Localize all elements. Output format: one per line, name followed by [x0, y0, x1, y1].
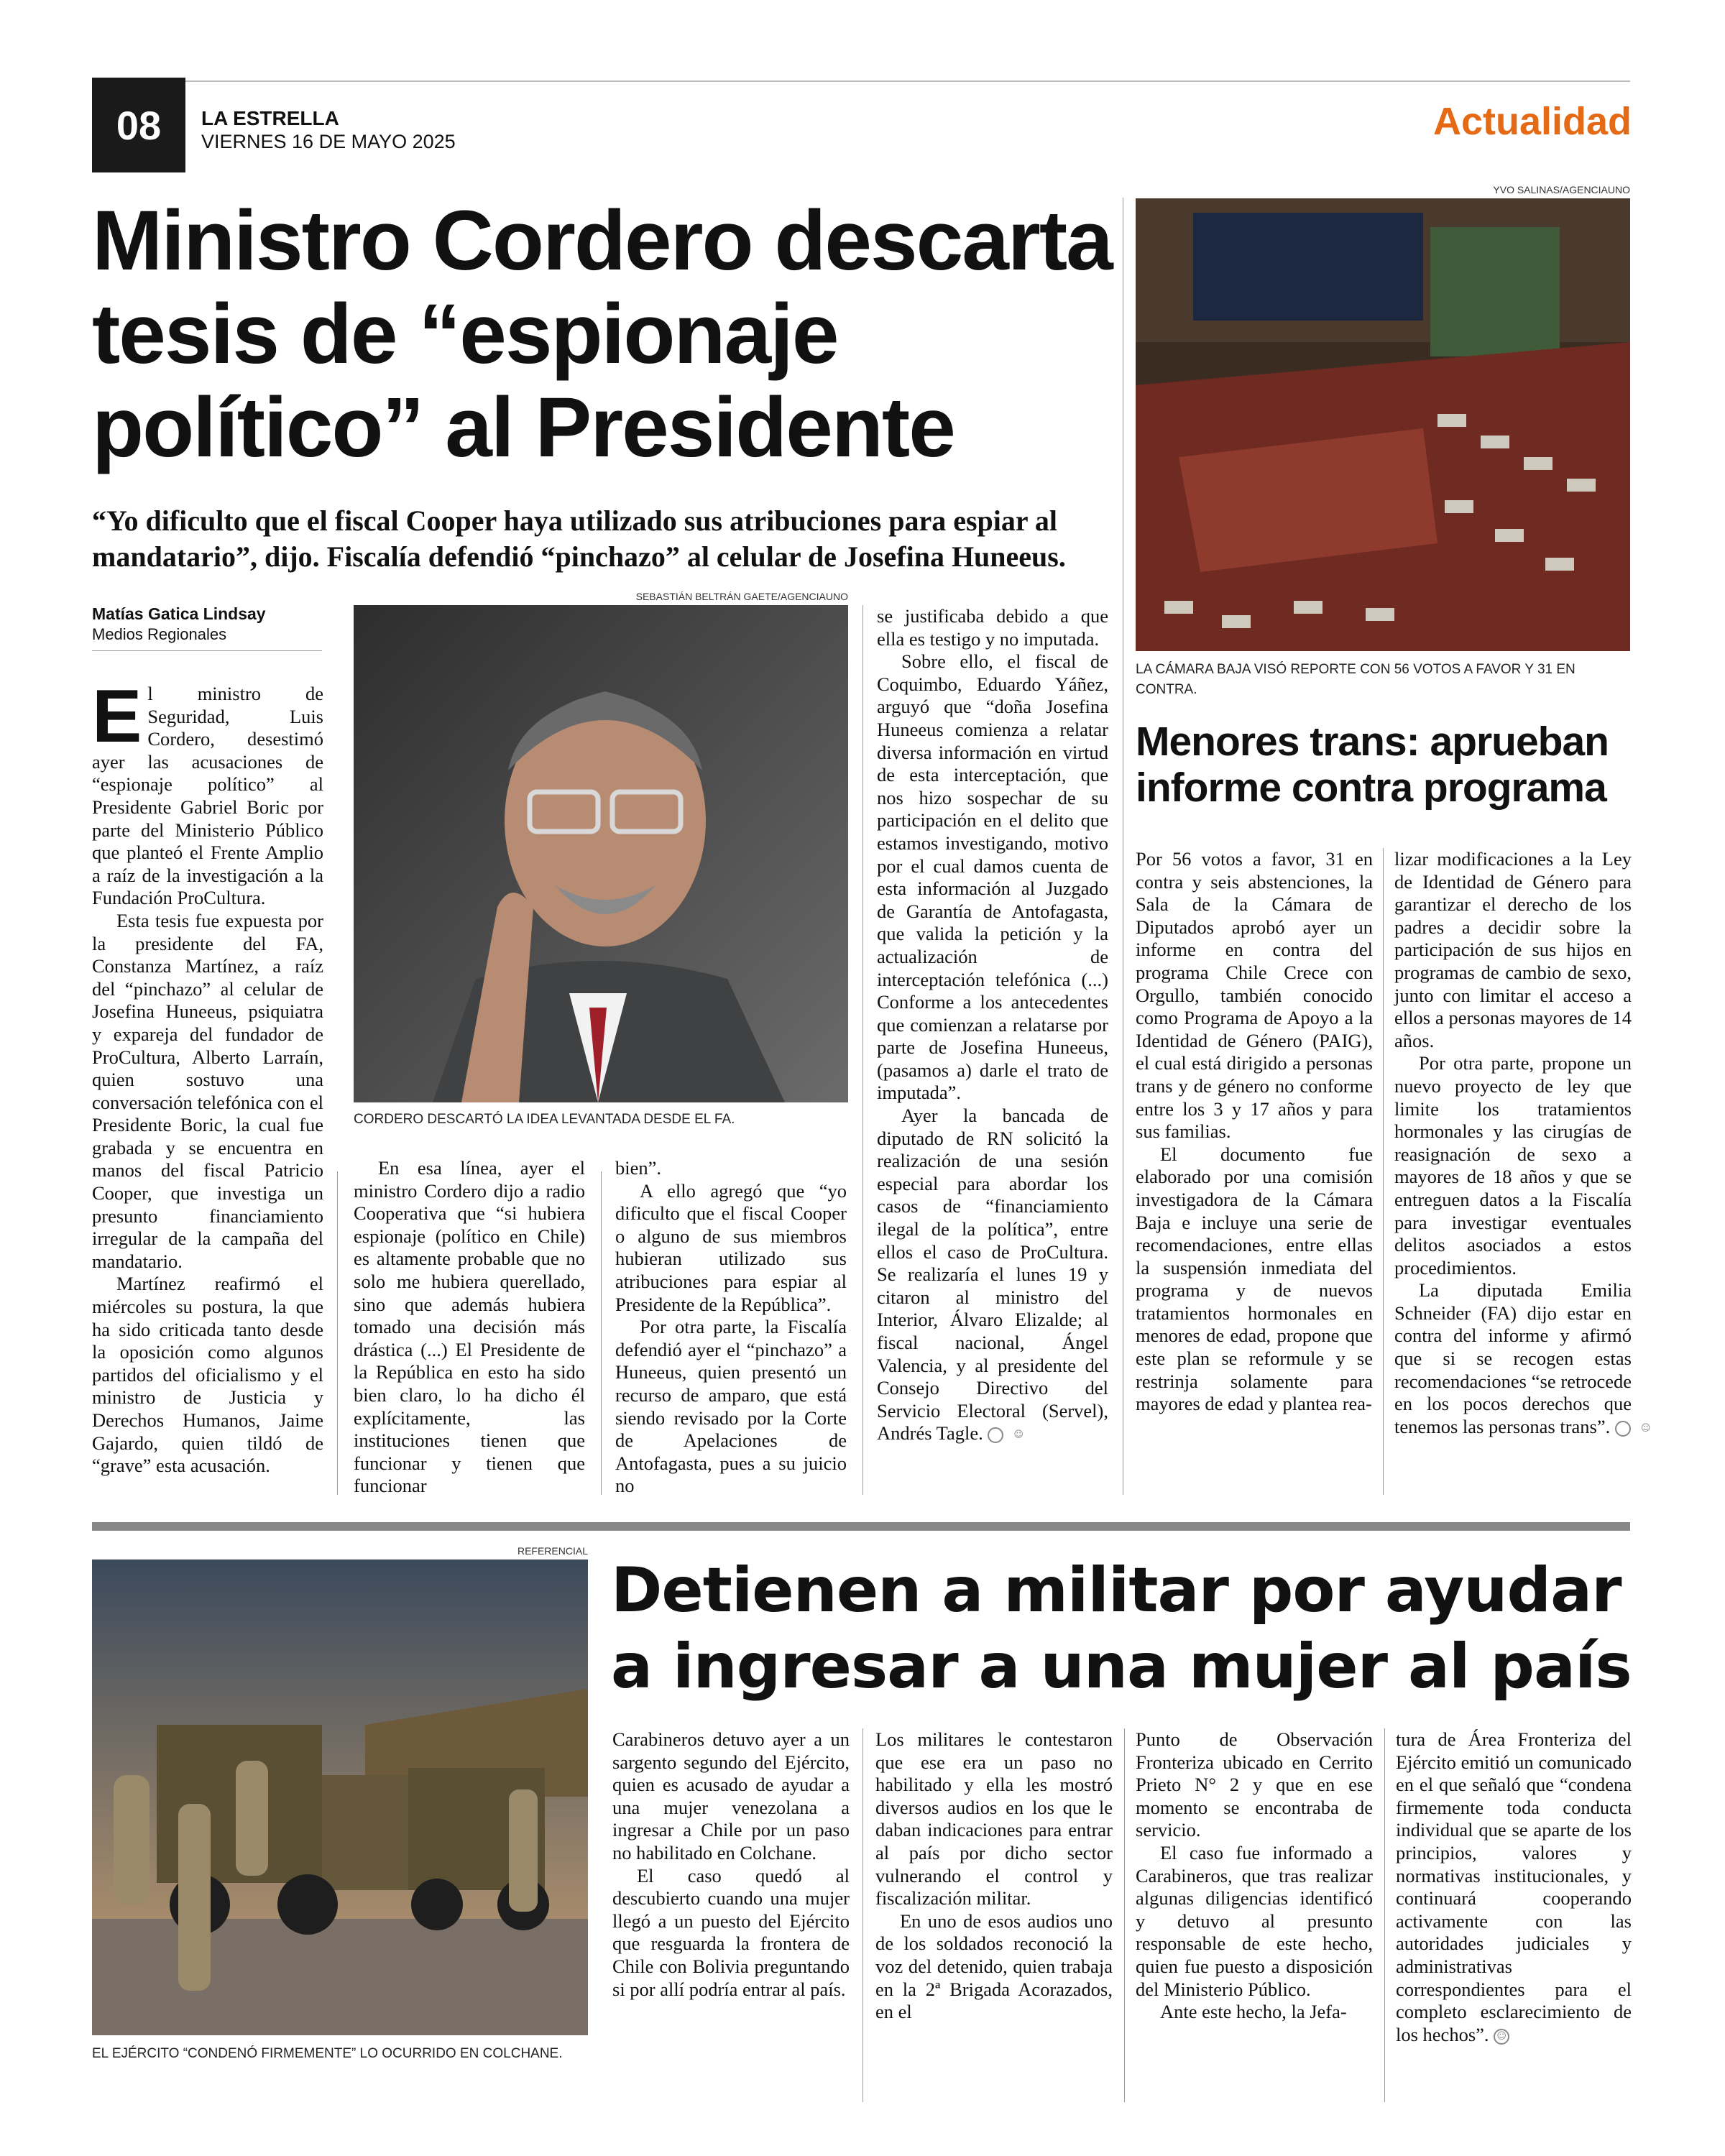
column-rule — [601, 1171, 602, 1495]
paragraph: Por otra parte, la Fiscalía defendió ayer el “pinchazo” a Huneeus, quien presentó un recurso de amparo, que está siendo revisado por la Corte de Apelaciones de Antofagasta, pues a su juicio no — [615, 1316, 847, 1497]
main-column-4 — [877, 605, 1108, 1445]
drop-cap: E — [92, 675, 142, 758]
paragraph: Esta tesis fue expuesta por la presidente del FA, Constanza Martínez, a raíz del “pinchazo” al celular de Josefina Huneeus, psiquiatra y expareja del fundador de ProCultura, Alberto Larraín, quien sostuvo una conversación telefónica con el Presidente Boric, la cual fue grabada y se encuentra en manos del fiscal Patricio Cooper, que investiga un presunto financiamiento irregular de la campaña del mandatario. — [92, 909, 323, 1272]
side-photo-credit: YVO SALINAS/AGENCIAUNO — [1493, 184, 1630, 195]
column-rule — [862, 605, 863, 1495]
paragraph: Los militares le contestaron que ese era un paso no habilitado y ella les mostró diversos audios en los que le daban indicaciones para entrar al país por dicho sector vulnerando el control y fiscalización militar. — [875, 1728, 1113, 1909]
paragraph: El ministro de Seguridad, Luis Cordero, desestimó ayer las acusaciones de “espionaje político” al Presidente Gabriel Boric por parte del Ministerio Público que planteó el Frente Amplio a raíz de la investigación a la Fundación ProCultura. — [92, 675, 323, 909]
paragraph: Por 56 votos a favor, 31 en contra y seis abstenciones, la Sala de la Cámara de Diputados aprobó ayer un informe en contra del programa Chile Crece con Orgullo, también conocido como Programa de Apoyo a la Identidad de Género (PAIG), el cual está dirigido a personas trans y de género no conforme entre los 3 y 17 años y para sus familias. — [1136, 848, 1373, 1143]
paragraph: En esa línea, ayer el ministro Cordero dijo a radio Cooperativa que “si hubiera espionaje (político en Chile) es altamente probable que no solo me hubiera querellado, sino que además hubiera tomado una decisión más drástica (...) El Presidente de la República en esto ha sido bien claro, lo ha dicho él explícitamente, las instituciones tienen que funcionar y tienen que funcionar — [354, 1157, 585, 1497]
main-column-1 — [92, 675, 323, 1478]
paragraph: Ayer la bancada de diputado de RN solicitó la realización de una sesión especial para abordar los casos de “financiamiento ilegal de la política”, entre ellos el caso de ProCultura. Se realizaría el lunes 19 y citaron al ministro del Interior, Álvaro Elizalde; al fiscal nacional, Ángel Valencia, y al presidente del Consejo Directivo del Servicio Electoral (Servel), Andrés Tagle. ☺ — [877, 1105, 1108, 1445]
bottom-column-2 — [875, 1728, 1113, 2024]
paragraph: Punto de Observación Fronteriza ubicado en Cerrito Prieto N° 2 y que en ese momento se encontraba de servicio. — [1136, 1728, 1373, 1841]
author-name: Matías Gatica Lindsay — [92, 604, 266, 623]
paragraph: se justificaba debido a que ella es testigo y no imputada. — [877, 605, 1108, 650]
bottom-column-4 — [1396, 1728, 1632, 2046]
paragraph: El documento fue elaborado por una comisión investigadora de la Cámara Baja e incluye una serie de recomendaciones, entre ellas la suspensión inmediata del programa y de nuevos tratamientos hormonales en menores de edad, propone que este plan se reformule y se restrinja solamente para mayores de edad y plantea rea- — [1136, 1143, 1373, 1415]
paragraph: El caso fue informado a Carabineros, que tras realizar algunas diligencias identificó y detuvo al presunto responsable de este hecho, quien fue puesto a disposición del Ministerio Público. — [1136, 1841, 1373, 2000]
main-column-2 — [354, 1157, 585, 1498]
paragraph: Por otra parte, propone un nuevo proyecto de ley que limite los tratamientos hormonales y las cirugías de reasignación de sexo a mayores de 18 años y que se entreguen datos a la Fiscalía para investigar eventuales delitos asociados a estos procedimientos. — [1394, 1052, 1632, 1279]
paragraph: tura de Área Fronteriza del Ejército emitió un comunicado en el que señaló que “condena firmemente toda conducta individual que se aparte de los principios, valores y normativas institucionales, y continuará cooperando activamente con las autoridades judiciales y administrativas correspondientes para el completo esclarecimiento de los hechos”. ☺ — [1396, 1728, 1632, 2045]
byline-rule — [92, 650, 322, 651]
paragraph: bien”. — [615, 1157, 662, 1179]
bottom-photo-credit: REFERENCIAL — [517, 1545, 588, 1557]
main-column-3 — [615, 1157, 847, 1498]
section-label: Actualidad — [1432, 100, 1632, 143]
bottom-photo-caption: EL EJÉRCITO “CONDENÓ FIRMEMENTE” LO OCURRIDO EN COLCHANE. — [92, 2046, 563, 2061]
photo-caption: CORDERO DESCARTÓ LA IDEA LEVANTADA DESDE EL FA. — [354, 1112, 735, 1127]
paragraph: Martínez reafirmó el miércoles su postura, la que ha sido criticada tanto desde la oposición como algunos partidos del oficialismo y el ministro de Justicia y Derechos Humanos, Jaime Gajardo, quien tildó de “grave” esta acusación. — [92, 1273, 323, 1477]
bottom-column-3 — [1136, 1728, 1373, 2024]
paragraph: Carabineros detuvo ayer a un sargento segundo del Ejército, quien es acusado de ayudar a una mujer venezolana a ingresar a Chile por un paso no habilitado en Colchane. — [612, 1728, 850, 1864]
main-headline: Ministro Cordero descarta tesis de “espionaje político” al Presidente — [92, 193, 1112, 475]
header-rule — [185, 80, 1630, 82]
author-outlet: Medios Regionales — [92, 625, 227, 643]
photo-credit: SEBASTIÁN BELTRÁN GAETE/AGENCIAUNO — [635, 591, 848, 602]
section-divider — [92, 1522, 1630, 1531]
column-rule — [1124, 1728, 1125, 2102]
paragraph: Ante este hecho, la Jefa- — [1160, 2001, 1347, 2023]
bottom-headline: Detienen a militar por ayudar a ingresar a una mujer al país — [611, 1554, 1632, 1703]
column-rule — [337, 1171, 338, 1495]
byline — [92, 604, 329, 645]
end-of-article-icon: ☺ — [1494, 2029, 1509, 2045]
military-photo — [92, 1560, 588, 2035]
column-rule — [862, 1728, 863, 2102]
main-deck: “Yo dificulto que el fiscal Cooper haya utilizado sus atribuciones para espiar al mandatario”, dijo. Fiscalía defendió “pinchazo” al celular de Josefina Huneeus. — [92, 505, 1066, 573]
paragraph: Sobre ello, el fiscal de Coquimbo, Eduardo Yáñez, arguyó que “doña Josefina Huneeus comienza a relatar diversa información en virtud de esta interceptación, que nos hizo sospechar de su participación en el delito que estamos investigando, motivo por el cual damos cuenta de esta información al Juzgado de Garantía de Antofagasta, que valida la petición y la actualización de interceptación telefónica (...) Conforme a los antecedentes que comienzan a relatarse por parte de Josefina Huneeus, (pasamos a) darle el trato de imputada”. — [877, 650, 1108, 1104]
newspaper-name: LA ESTRELLA — [201, 107, 339, 129]
side-column-2 — [1394, 848, 1651, 1438]
paragraph: En uno de esos audios uno de los soldados reconoció la voz del detenido, quien trabaja en la 2ª Brigada Acorazados, en el — [875, 1909, 1113, 2023]
side-headline: Menores trans: aprueban informe contra programa — [1136, 719, 1609, 811]
issue-date: VIERNES 16 DE MAYO 2025 — [201, 131, 456, 152]
paragraph: lizar modificaciones a la Ley de Identidad de Género para garantizar el derecho de los padres a decidir sobre la participación de sus hijos en programas de cambio de sexo, junto con limitar el acceso a ellos a personas mayores de 14 años. — [1394, 848, 1632, 1051]
paragraph: El caso quedó al descubierto cuando una mujer llegó a un puesto del Ejército que resguarda la frontera de Chile con Bolivia preguntando si por allí podría entrar al país. — [612, 1864, 850, 2000]
minister-photo — [354, 605, 848, 1102]
paragraph: A ello agregó que “yo dificulto que el fiscal Cooper o alguno de sus miembros hubieran utilizado sus atribuciones para espiar al Presidente de la República”. — [615, 1179, 847, 1315]
end-of-article-icon: ☺ — [1615, 1421, 1631, 1437]
end-of-article-icon: ☺ — [988, 1427, 1003, 1443]
chamber-photo — [1136, 198, 1630, 651]
paragraph: La diputada Emilia Schneider (FA) dijo estar en contra del informe y afirmó que si se recogen estas recomendaciones “se retrocede en los pocos derechos que tenemos las personas trans”. ☺ — [1394, 1279, 1651, 1437]
page-number: 08 — [92, 78, 185, 172]
side-column-1 — [1136, 848, 1373, 1416]
column-rule — [1383, 848, 1384, 1495]
column-rule — [1384, 1728, 1385, 2102]
bottom-column-1 — [612, 1728, 850, 2001]
side-photo-caption: LA CÁMARA BAJA VISÓ REPORTE CON 56 VOTOS A FAVOR Y 31 EN CONTRA. — [1136, 662, 1576, 697]
